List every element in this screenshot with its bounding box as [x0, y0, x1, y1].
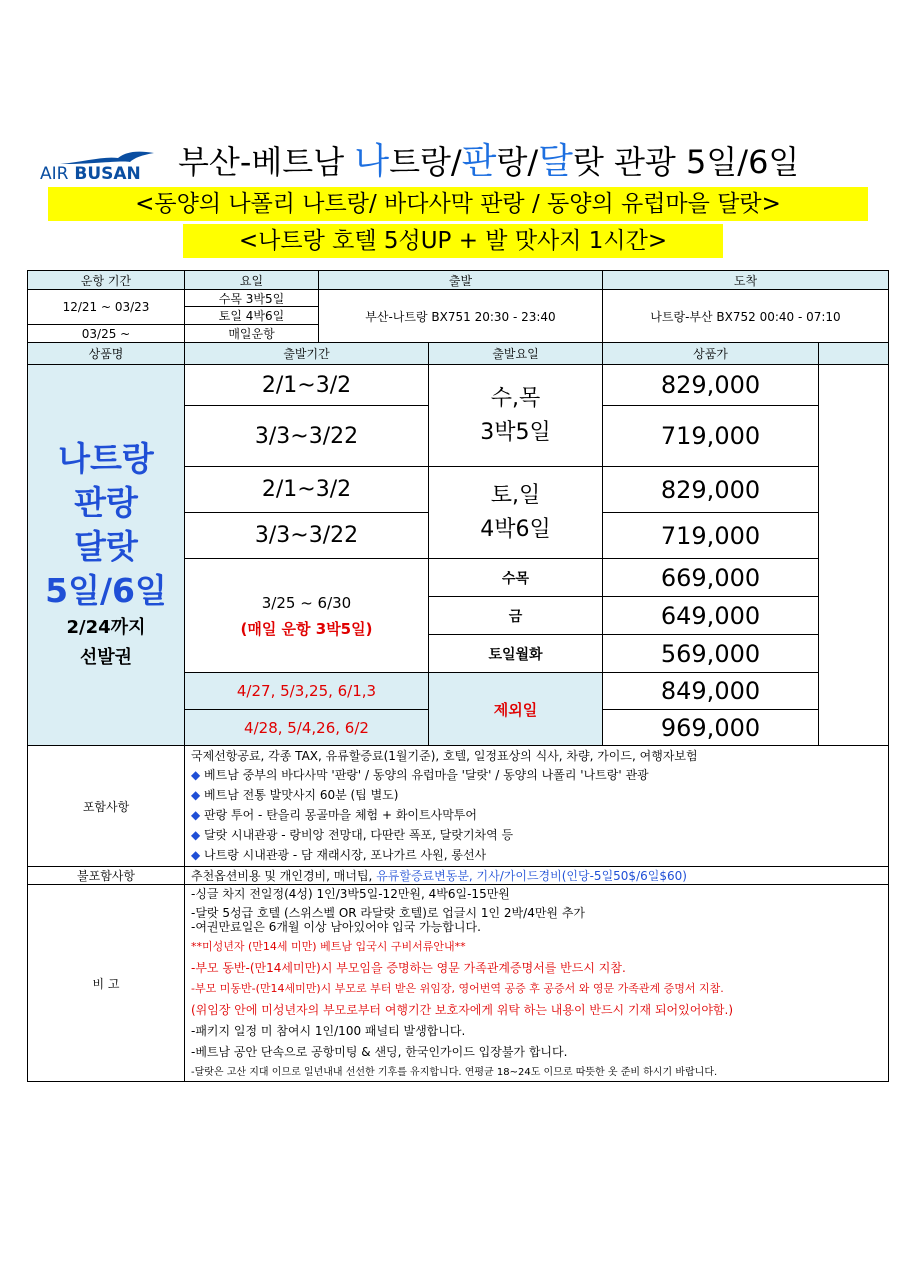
diamond-bullet-icon: ◆: [191, 808, 205, 822]
price-cell: 719,000: [602, 405, 819, 467]
remark-line: -베트남 공안 단속으로 공항미팅 & 샌딩, 한국인가이드 입장불가 합니다.: [191, 1045, 568, 1059]
title-highlight: 달: [538, 141, 573, 182]
included-line: [191, 807, 477, 823]
tour-table: [27, 270, 889, 1082]
col-header-empty: [818, 342, 889, 365]
included-line: [191, 787, 398, 803]
included-text: 판랑 투어 - 탄을리 몽골마을 체험 + 화이트사막투어: [204, 808, 477, 822]
day-group-days: 토,일: [490, 482, 541, 508]
arrival-flight: 나트랑-부산 BX752 00:40 - 07:10: [602, 289, 889, 343]
price-cell: 719,000: [602, 512, 819, 559]
logo-text: [40, 164, 141, 184]
included-text: 국제선항공료, 각종 TAX, 유류할증료(1월기준), 호텔, 일정표상의 식사, 차량, 가이드, 여행자보험: [191, 749, 698, 763]
daily-day-cell: 금: [428, 596, 603, 635]
days-weekend: 토일 4박6일: [184, 306, 319, 325]
remark-line: -싱글 차지 전일정(4성) 1인/3박5일-12만원, 4박6일-15만원: [191, 887, 510, 901]
subtitle-destinations: <동양의 나폴리 나트랑/ 바다사막 판랑 / 동양의 유럽마을 달랏>: [48, 187, 868, 221]
period-1: 12/21 ~ 03/23: [27, 289, 185, 325]
included-line: [191, 827, 513, 843]
product-name-line: 5일/6일: [45, 571, 167, 610]
col-header-days: 요일: [184, 270, 319, 290]
included-text: 베트남 전통 발맛사지 60분 (팁 별도): [204, 788, 399, 802]
dep-period-cell: 2/1~3/2: [184, 364, 429, 406]
not-included-blue: 유류할증료변동분, 기사/가이드경비(인당-5일50$/6일$60): [376, 869, 687, 883]
included-text: 베트남 중부의 바다사막 '판랑' / 동양의 유럽마을 '달랏' / 동양의 나폴리 '나트랑' 관광: [204, 768, 649, 782]
not-included-line: [191, 868, 687, 884]
departure-flight: 부산-나트랑 BX751 20:30 - 23:40: [318, 289, 603, 343]
day-group-weekday: [428, 364, 603, 467]
period-2: 03/25 ~: [27, 324, 185, 343]
dep-period-cell: 2/1~3/2: [184, 466, 429, 513]
remark-line: -부모 미동반-(만14세미만)시 부모로 부터 받은 위임장, 영어번역 공증 후 공증서 와 영문 가족관계 증명서 지참.: [191, 982, 724, 995]
product-name-line: 나트랑: [58, 439, 154, 478]
product-name-line: 판랑: [74, 483, 138, 522]
page-title: [178, 140, 799, 184]
title-highlight: 판: [461, 141, 497, 182]
not-included-label: 불포함사항: [27, 866, 185, 885]
col-header-price: 상품가: [602, 342, 819, 365]
excluded-dates-cell: 4/28, 5/4,26, 6/2: [184, 709, 429, 746]
diamond-bullet-icon: ◆: [191, 828, 205, 842]
product-name-line: 달랏: [74, 527, 138, 566]
dep-period-cell: 3/3~3/22: [184, 405, 429, 467]
included-text: 달랏 시내관광 - 랑비앙 전망대, 다딴란 폭포, 달랏기차역 등: [204, 828, 514, 842]
remark-line: -여권만료일은 6개월 이상 남아있어야 입국 가능합니다.: [191, 920, 481, 934]
remarks-label: 비 고: [27, 884, 185, 1082]
included-list: [184, 745, 889, 867]
diamond-bullet-icon: ◆: [191, 788, 205, 802]
daily-day-cell: 토일월화: [428, 634, 603, 673]
price-cell: 669,000: [602, 558, 819, 597]
dep-period-cell: 3/3~3/22: [184, 512, 429, 559]
price-cell: 849,000: [602, 672, 819, 710]
remark-line: -부모 동반-(만14세미만)시 부모임을 증명하는 영문 가족관계증명서를 반드시 지참.: [191, 961, 626, 975]
early-booking-label: 선발권: [79, 647, 133, 668]
deadline-label: 2/24까지: [66, 617, 146, 638]
daily-period-cell: [184, 558, 429, 673]
col-header-period: 운항 기간: [27, 270, 185, 290]
diamond-bullet-icon: ◆: [191, 848, 205, 862]
days-daily: 매일운항: [184, 324, 319, 343]
col-header-departure: 출발: [318, 270, 603, 290]
title-highlight: 나: [354, 141, 390, 182]
remark-line: (위임장 안에 미성년자의 부모로부터 여행기간 보호자에게 위탁 하는 내용이 반드시 기재 되어있어야함.): [191, 1003, 734, 1017]
remark-line: **미성년자 (만14세 미만) 베트남 입국시 구비서류안내**: [191, 940, 466, 953]
day-group-length: 4박6일: [480, 516, 551, 542]
daily-note: (매일 운항 3박5일): [240, 619, 373, 638]
excluded-dates-cell: 4/27, 5/3,25, 6/1,3: [184, 672, 429, 710]
title-part: 부산-베트남: [178, 143, 355, 181]
price-cell: 969,000: [602, 709, 819, 746]
title-part: 트랑/: [389, 143, 462, 181]
daily-day-cell: 수목: [428, 558, 603, 597]
included-line: [191, 847, 486, 863]
logo-air: AIR: [40, 164, 69, 184]
day-group-length: 3박5일: [480, 419, 551, 445]
included-text: 나트랑 시내관광 - 담 재래시장, 포나가르 사원, 롱선사: [204, 848, 487, 862]
price-cell: 829,000: [602, 364, 819, 406]
price-cell: 569,000: [602, 634, 819, 673]
not-included-black: 추천옵션비용 및 개인경비, 매너팁,: [191, 869, 377, 883]
title-part: 랏 관광 5일/6일: [572, 143, 800, 181]
included-line: [191, 767, 649, 783]
air-busan-logo: [40, 150, 170, 186]
title-part: 랑/: [496, 143, 539, 181]
remark-line: -패키지 일정 미 참여시 1인/100 패널티 발생합니다.: [191, 1024, 466, 1038]
included-line: [191, 748, 698, 764]
excluded-label-cell: 제외일: [428, 672, 603, 746]
price-cell: 829,000: [602, 466, 819, 513]
price-cell: 649,000: [602, 596, 819, 635]
days-weekday: 수목 3박5일: [184, 289, 319, 307]
diamond-bullet-icon: ◆: [191, 768, 205, 782]
product-name-block: [27, 364, 185, 746]
not-included-text: [184, 866, 889, 885]
day-group-days: 수,목: [490, 385, 541, 411]
subtitle-hotel: <나트랑 호텔 5성UP + 발 맛사지 1시간>: [183, 224, 723, 258]
col-header-product: 상품명: [27, 342, 185, 365]
day-group-weekend: [428, 466, 603, 559]
col-header-dep-period: 출발기간: [184, 342, 429, 365]
col-header-dep-days: 출발요일: [428, 342, 603, 365]
daily-period: 3/25 ~ 6/30: [261, 593, 352, 612]
remarks-list: [184, 884, 889, 1082]
logo-busan: BUSAN: [74, 164, 141, 184]
title-row: [40, 140, 900, 190]
remark-line: -달랏은 고산 지대 이므로 일년내내 선선한 기후를 유지합니다. 연평균 18~24도 이므로 따뜻한 옷 준비 하시기 바랍니다.: [191, 1067, 718, 1078]
blank-column: [818, 364, 889, 746]
remark-line: -달랏 5성급 호텔 (스위스벨 OR 라달랏 호텔)로 업글시 1인 2박/4만원 추가: [191, 906, 586, 920]
included-label: 포함사항: [27, 745, 185, 867]
col-header-arrival: 도착: [602, 270, 889, 290]
